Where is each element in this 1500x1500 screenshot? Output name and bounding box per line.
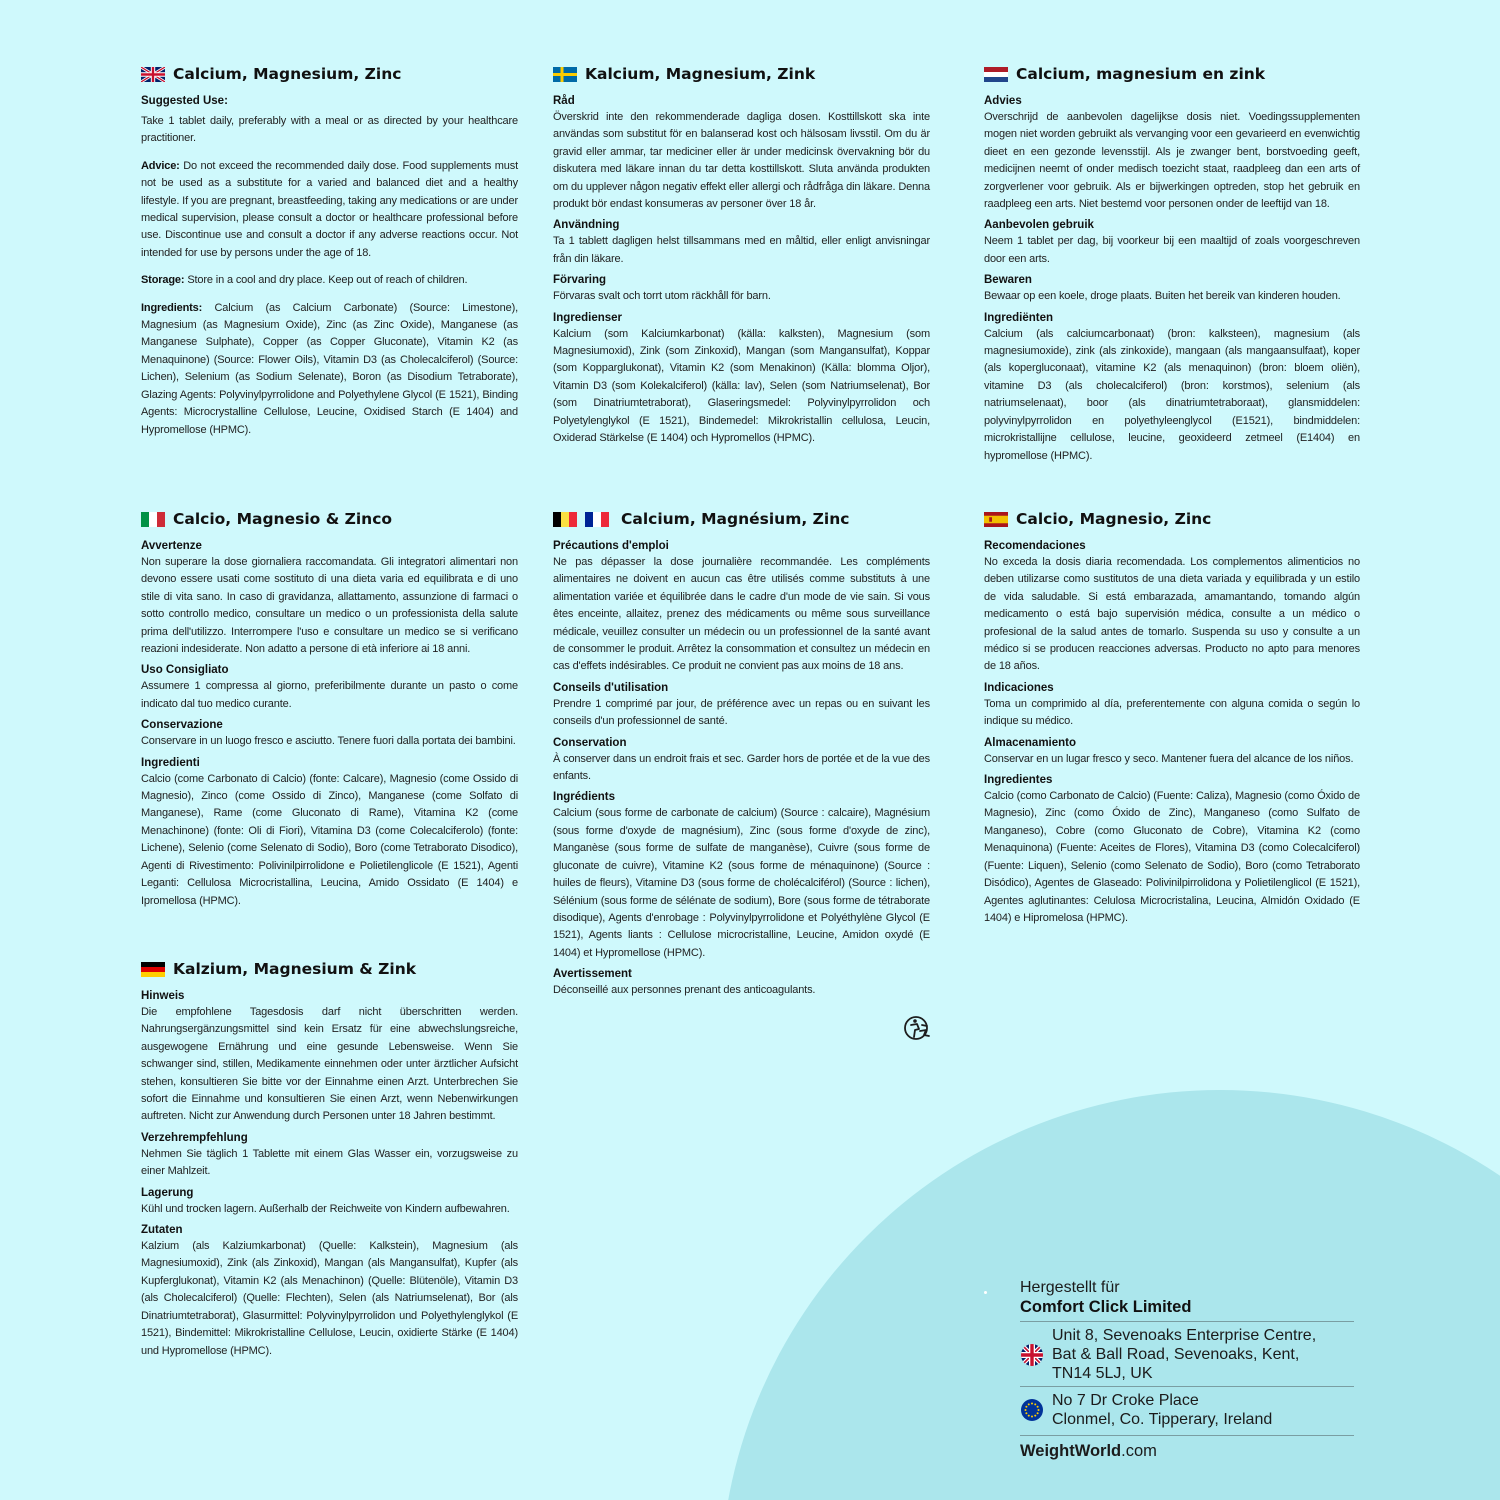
uk-address-line: TN14 5LJ, UK — [1052, 1365, 1153, 1382]
notice-heading: Hinweis — [141, 990, 185, 1002]
section-title-text: Calcio, Magnesio & Zinco — [173, 510, 393, 528]
storage-text: Förvaras svalt och torrt utom räckhåll för barn. — [553, 290, 771, 303]
warnings-heading: Avvertenze — [141, 540, 202, 552]
ingredients-text: Calcium (as Calcium Carbonate) (Source: Limestone), Magnesium (as Magnesium Oxide), Zinc (as Zinc Oxide), Manganese (as Manganese Sulphate), Copper (as Copper Gluconate), Vitamin K2 (as Menaquinone) (Source: Flower Oils), Vitamin D3 (as Cholecalciferol) (Source: Lichen), Selenium (as Sodium Selenate), Boron (as Disodium Tetraborate), Glazing Agents: Polyvinylpyrrolidone and Polyethylene Glycol (E 1521), Binding Agents: Microcrystalline Cellulose, Leucine, Oxidised Starch (E 1404) and Hypromellose (HPMC). — [141, 301, 518, 436]
usage-heading: Verzehrempfehlung — [141, 1131, 248, 1144]
usage-text: Toma un comprimido al día, preferentemente con alguna comida o según lo indique su médico. — [984, 697, 1360, 728]
section-title-text: Calcium, magnesium en zink — [1016, 65, 1266, 83]
storage-heading: Förvaring — [553, 274, 607, 287]
ingredients-text: Kalcium (som Kalciumkarbonat) (källa: kalksten), Magnesium (som Magnesiumoxid), Zink (som Zinkoxid), Mangan (som Mangansulfat), Koppar (som Kopparglukonat), Vitamin K2 (som Menakinon) (Källa: blomma Oljor), Vitamin D3 (som Kolekalciferol) (källa: lav), Selen (som Natriumselenat), Bor (som Dinatriumtetraborat), Glaseringsmedel: Polyvinylpyrrolidon och Polyetylenglykol (E 1521), Bindemedel: Mikrokristallin cellulosa, Leucin, Oxiderad Stärkelse (E 1404) och Hypromellos (HPMC). — [553, 327, 930, 445]
section-title — [984, 509, 1360, 529]
precautions-text: Ne pas dépasser la dose journalière recommandée. Les compléments alimentaires ne doivent en aucun cas être utilisés comme substituts à une alimentation variée et équilibrée dans le cadre d'un mode de vie sain. Si vous êtes enceinte, allaitez, prenez des médicaments ou même sous surveillance médicale, veuillez consulter un médecin ou un professionnel de la santé avant de consommer le produit. Arrêtez la consommation et consultez un médecin en cas d'effets indésirables. Ce produit ne convient pas aux moins de 18 ans. — [553, 556, 930, 673]
storage-heading: Almacenamiento — [984, 736, 1077, 749]
netherlands-flag-icon — [984, 67, 1008, 82]
eu-address-row — [1020, 1386, 1354, 1431]
usage-text: Prendre 1 comprimé par jour, de préférence avec un repas ou en suivant les conseils d'un professionnel de santé. — [553, 697, 930, 728]
ingredients-text: Calcio (como Carbonato de Calcio) (Fuente: Caliza), Magnesio (como Óxido de Magnesio), Zinc (como Óxido de Zinc), Manganeso (como Sulfato de Manganeso), Cobre (como Gluconato de Cobre), Vitamina K2 (como Menaquinona) (Fuente: Aceites de Flores), Vitamina D3 (como Colecalciferol) (Fuente: Liquen), Selenio (como Selenato de Sodio), Boro (como Tetraborato Disódico), Agentes de Glaseado: Polivinilpirrolidona y Polietilenglicol (E 1521), Agentes aglutinantes: Celulosa Microcristalina, Leucina, Almidón Oxidado (E 1404) e Hipromelosa (HPMC). — [984, 790, 1360, 924]
uk-address-line: Bat & Ball Road, Sevenoaks, Kent, — [1052, 1346, 1300, 1363]
suggested-use-text: Take 1 tablet daily, preferably with a meal or as directed by your healthcare practitioner. — [141, 115, 518, 145]
ingredients-text: Calcium (als calciumcarbonaat) (bron: kalksteen), magnesium (als magnesiumoxide), zink (als zinkoxide), mangaan (als mangaansulfaat), koper (als kopergluconaat), vitamine K2 (als menaquinon) (bron: bloem oliën), vitamine D3 (als cholecalciferol) (bron: korstmos), selenium (als natriumselenaat), boor (als dinatriumtetraboraat), glansmiddelen: polyvinylpyrrolidon en polyethyleenglycol (E1521), bindmiddelen: microkristallijne cellulose, leucine, geoxideerd zetmeel (E1404) en hypromellose (HPMC). — [984, 327, 1360, 462]
storage-text: Kühl und trocken lagern. Außerhalb der Reichweite von Kindern aufbewahren. — [141, 1202, 510, 1215]
storage-text: Conservare in un luogo fresco e asciutto. Tenere fuori dalla portata dei bambini. — [141, 735, 516, 748]
notice-text: Die empfohlene Tagesdosis darf nicht überschritten werden. Nahrungsergänzungsmittel sind kein Ersatz für eine abwechslungsreiche, ausgewogene Ernährung und eine gesunde Lebensweise. Wenn Sie schwanger sind, stillen, Medikamente einnehmen oder unter ärztlicher Aufsicht stehen, konsultieren Sie bitte vor der Einnahme einen Arzt. Unterbrechen Sie sofort die Einnahme und konsultieren Sie einen Arzt, wenn Nebenwirkungen auftreten. Nicht zur Anwendung durch Personen unter 18 Jahren bestimmt. — [141, 1006, 518, 1123]
advice-heading: Råd — [553, 95, 575, 107]
usage-heading: Användning — [553, 219, 620, 232]
storage-heading: Storage: — [141, 274, 185, 287]
spain-flag-icon — [984, 512, 1008, 527]
usage-heading: Indicaciones — [984, 681, 1054, 694]
website-tld: .com — [1121, 1442, 1157, 1460]
storage-text: À conserver dans un endroit frais et sec. Garder hors de portée et de la vue des enfants. — [553, 752, 930, 783]
section-dutch — [984, 64, 1360, 469]
uk-address-line: Unit 8, Sevenoaks Enterprise Centre, — [1052, 1327, 1317, 1344]
section-title-text: Calcio, Magnesio, Zinc — [1016, 510, 1212, 528]
section-title-text: Calcium, Magnésium, Zinc — [621, 510, 850, 528]
eu-flag-icon — [1020, 1398, 1044, 1422]
section-italian — [141, 509, 518, 914]
warnings-text: Non superare la dose giornaliera raccomandata. Gli integratori alimentari non devono essere usati come sostituto di una dieta varia ed equilibrata e di uno stile di vita sano. In caso di gravidanza, allattamento, assunzione di farmaci o sotto controllo medico, consultare un medico o un professionista della salute prima dell'utilizzo. Interrompere l'uso e consultare un medico se si verificano reazioni indesiderate. Non adatto a persone di età inferiore ai 18 anni. — [141, 556, 518, 656]
made-for-label: Hergestellt für — [1020, 1279, 1120, 1296]
usage-text: Assumere 1 compressa al giorno, preferibilmente durante un pasto o come indicato dal tuo medico curante. — [141, 680, 518, 710]
recommendations-text: No exceda la dosis diaria recomendada. Los complementos alimenticios no deben utilizarse como sustitutos de una dieta variada y equilibrada y un estilo de vida saludable. Si está embarazada, amamantando, tomando algún medicamento o está bajo supervisión médica, consulte a un médico o profesional de la salud antes de tomarlo. Suspenda su uso y consulte a un médico si se producen reacciones adversas. Producto no apto para menores de 18 años. — [984, 556, 1360, 673]
section-english — [141, 64, 518, 449]
section-spanish — [984, 509, 1360, 931]
section-title — [141, 64, 518, 84]
manufacturer-block — [1020, 1278, 1354, 1461]
advice-text: Överskrid inte den rekommenderade dagliga dosen. Kosttillskott ska inte användas som substitut för en balanserad kost och hälsosam livsstil. Om du är gravid eller ammar, tar mediciner eller är under medicinsk övervakning bör du diskutera med läkare innan du tar detta kosttillskott. Sluta använda produkten om du upplever någon negativ effekt eller allergi och rådfråga din läkare. Denna produkt bör endast konsumeras av personer över 18 år. — [553, 111, 930, 211]
ingredients-heading: Ingredients: — [141, 301, 203, 314]
usage-heading: Aanbevolen gebruik — [984, 219, 1094, 232]
belgium-flag-icon — [553, 512, 577, 527]
ingredients-heading: Ingredienser — [553, 311, 623, 324]
uk-address-row — [1020, 1321, 1354, 1385]
storage-heading: Conservation — [553, 736, 627, 749]
storage-heading: Conservazione — [141, 719, 223, 732]
suggested-use-heading: Suggested Use: — [141, 95, 228, 107]
advice-heading: Advice: — [141, 159, 180, 172]
decorative-dot — [984, 1291, 987, 1294]
storage-text: Conservar en un lugar fresco y seco. Mantener fuera del alcance de los niños. — [984, 752, 1354, 765]
ingredients-heading: Ingredientes — [984, 774, 1053, 787]
germany-flag-icon — [141, 962, 165, 977]
ingredients-heading: Ingrédients — [553, 791, 615, 804]
storage-heading: Lagerung — [141, 1186, 194, 1199]
section-german — [141, 959, 518, 1364]
usage-text: Ta 1 tablett dagligen helst tillsammans med en måltid, eller enligt anvisningar från din läkare. — [553, 235, 930, 265]
section-title-text: Kalzium, Magnesium & Zink — [173, 960, 417, 978]
ingredients-heading: Zutaten — [141, 1224, 183, 1237]
usage-heading: Uso Consigliato — [141, 664, 229, 677]
warning-heading: Avertissement — [553, 968, 632, 981]
eu-address-line: Clonmel, Co. Tipperary, Ireland — [1052, 1411, 1273, 1428]
advice-text: Do not exceed the recommended daily dose. Food supplements must not be used as a substitute for a varied and balanced diet and a healthy lifestyle. If you are pregnant, breastfeeding, taking any medications or are under medical supervision, please consult a doctor or healthcare professional before use. Discontinue use and consult a doctor if any adverse reactions occur. Not intended for use by persons under the age of 18. — [141, 159, 518, 259]
section-title-text: Kalcium, Magnesium, Zink — [585, 65, 816, 83]
ingredients-heading: Ingredienti — [141, 756, 200, 769]
advice-paragraph — [141, 158, 518, 262]
uk-flag-icon — [1020, 1343, 1044, 1367]
precautions-heading: Précautions d'emploi — [553, 540, 669, 552]
advice-heading: Advies — [984, 95, 1022, 107]
section-french — [553, 509, 930, 1004]
section-title — [984, 64, 1360, 84]
eu-address — [1052, 1391, 1272, 1429]
ingredients-text: Calcium (sous forme de carbonate de calcium) (Source : calcaire), Magnésium (sous forme d'oxyde de magnésium), Zinc (sous forme d'oxyde de zinc), Manganèse (sous forme de sulfate de manganèse), Cuivre (sous forme de gluconate de cuivre), Vitamine K2 (sous forme de ménaquinone) (Source : huiles de fleurs), Vitamine D3 (sous forme de cholécalciférol) (Source : lichen), Sélénium (sous forme de sélénate de sodium), Bore (sous forme de tétraborate disodique), Agents d'enrobage : Polyvinylpyrrolidone et Polyéthylène Glycol (E 1521), Agents liants : Cellulose microcristalline, Leucine, Amidon oxydé (E 1404) et Hypromellose (HPMC). — [553, 807, 930, 959]
section-title — [553, 509, 930, 529]
uk-address — [1052, 1326, 1316, 1383]
recommendations-heading: Recomendaciones — [984, 540, 1086, 552]
ingredients-paragraph — [141, 300, 518, 439]
warning-text: Déconseillé aux personnes prenant des anticoagulants. — [553, 984, 816, 997]
usage-text: Nehmen Sie täglich 1 Tablette mit einem Glas Wasser ein, vorzugsweise zu einer Mahlzeit. — [141, 1147, 518, 1178]
storage-text: Bewaar op een koele, droge plaats. Buiten het bereik van kinderen houden. — [984, 290, 1341, 303]
section-title — [141, 959, 518, 979]
section-title — [553, 64, 930, 84]
france-flag-icon — [585, 512, 609, 527]
website-brand: WeightWorld — [1020, 1442, 1122, 1460]
recycling-triman-icon — [902, 1014, 932, 1042]
advice-text: Overschrijd de aanbevolen dagelijkse dosis niet. Voedingssupplementen mogen niet worden gebruikt als vervanging voor een gevarieerd en evenwichtig dieet en een gezonde levensstijl. Als je zwanger bent, borstvoeding geeft, medicijnen neemt of onder medisch toezicht staat, raadpleeg dan een arts of zorgverlener voor gebruik. Als er bijwerkingen optreden, stop het gebruik en raadpleeg een arts. Niet bestemd voor personen onder de leeftijd van 18. — [984, 111, 1360, 211]
ingredients-text: Calcio (come Carbonato di Calcio) (fonte: Calcare), Magnesio (come Ossido di Magnesio), Zinco (come Ossido di Zinco), Manganese (come Solfato di Manganese), Rame (come Gluconato di Rame), Vitamina K2 (come Menachinone) (fonte: Oli di Fiori), Vitamina D3 (come Colecalciferolo) (fonte: Lichene), Selenio (come Selenato di Sodio), Boro (come Tetraborato Disodico), Agenti di Rivestimento: Polivinilpirrolidone e Polietilenglicole (E 1521), Agenti Leganti: Cellulosa Microcristallina, Leucina, Amido Ossidato (E 1404) e Ipromellosa (HPMC). — [141, 772, 518, 907]
ingredients-heading: Ingrediënten — [984, 311, 1054, 324]
italy-flag-icon — [141, 512, 165, 527]
storage-text: Store in a cool and dry place. Keep out of reach of children. — [184, 274, 468, 287]
section-swedish — [553, 64, 930, 452]
storage-paragraph — [141, 272, 518, 289]
sweden-flag-icon — [553, 67, 577, 82]
section-title — [141, 509, 518, 529]
usage-text: Neem 1 tablet per dag, bij voorkeur bij een maaltijd of zoals voorgeschreven door een arts. — [984, 235, 1360, 265]
ingredients-text: Kalzium (als Kalziumkarbonat) (Quelle: Kalkstein), Magnesium (als Magnesiumoxid), Zink (als Zinkoxid), Mangan (als Mangansulfat), Kupfer (als Kupferglukonat), Vitamin K2 (als Menachinon) (Quelle: Blütenöle), Vitamin D3 (als Cholecalciferol) (Quelle: Flechten), Selen (als Natriumselenat), Bor (als Dinatriumtetraborat), Glasurmittel: Polyvinylpyrrolidon und Polyethylenglykol (E 1521), Bindemittel: Mikrokristalline Cellulose, Leucin, oxidierte Stärke (E 1404) und Hypromellose (HPMC). — [141, 1240, 518, 1357]
company-name: Comfort Click Limited — [1020, 1298, 1192, 1316]
usage-heading: Conseils d'utilisation — [553, 681, 669, 694]
uk-flag-icon — [141, 67, 165, 82]
section-title-text: Calcium, Magnesium, Zinc — [173, 65, 402, 83]
eu-address-line: No 7 Dr Croke Place — [1052, 1392, 1199, 1409]
website-link[interactable] — [1020, 1435, 1354, 1461]
storage-heading: Bewaren — [984, 274, 1032, 287]
